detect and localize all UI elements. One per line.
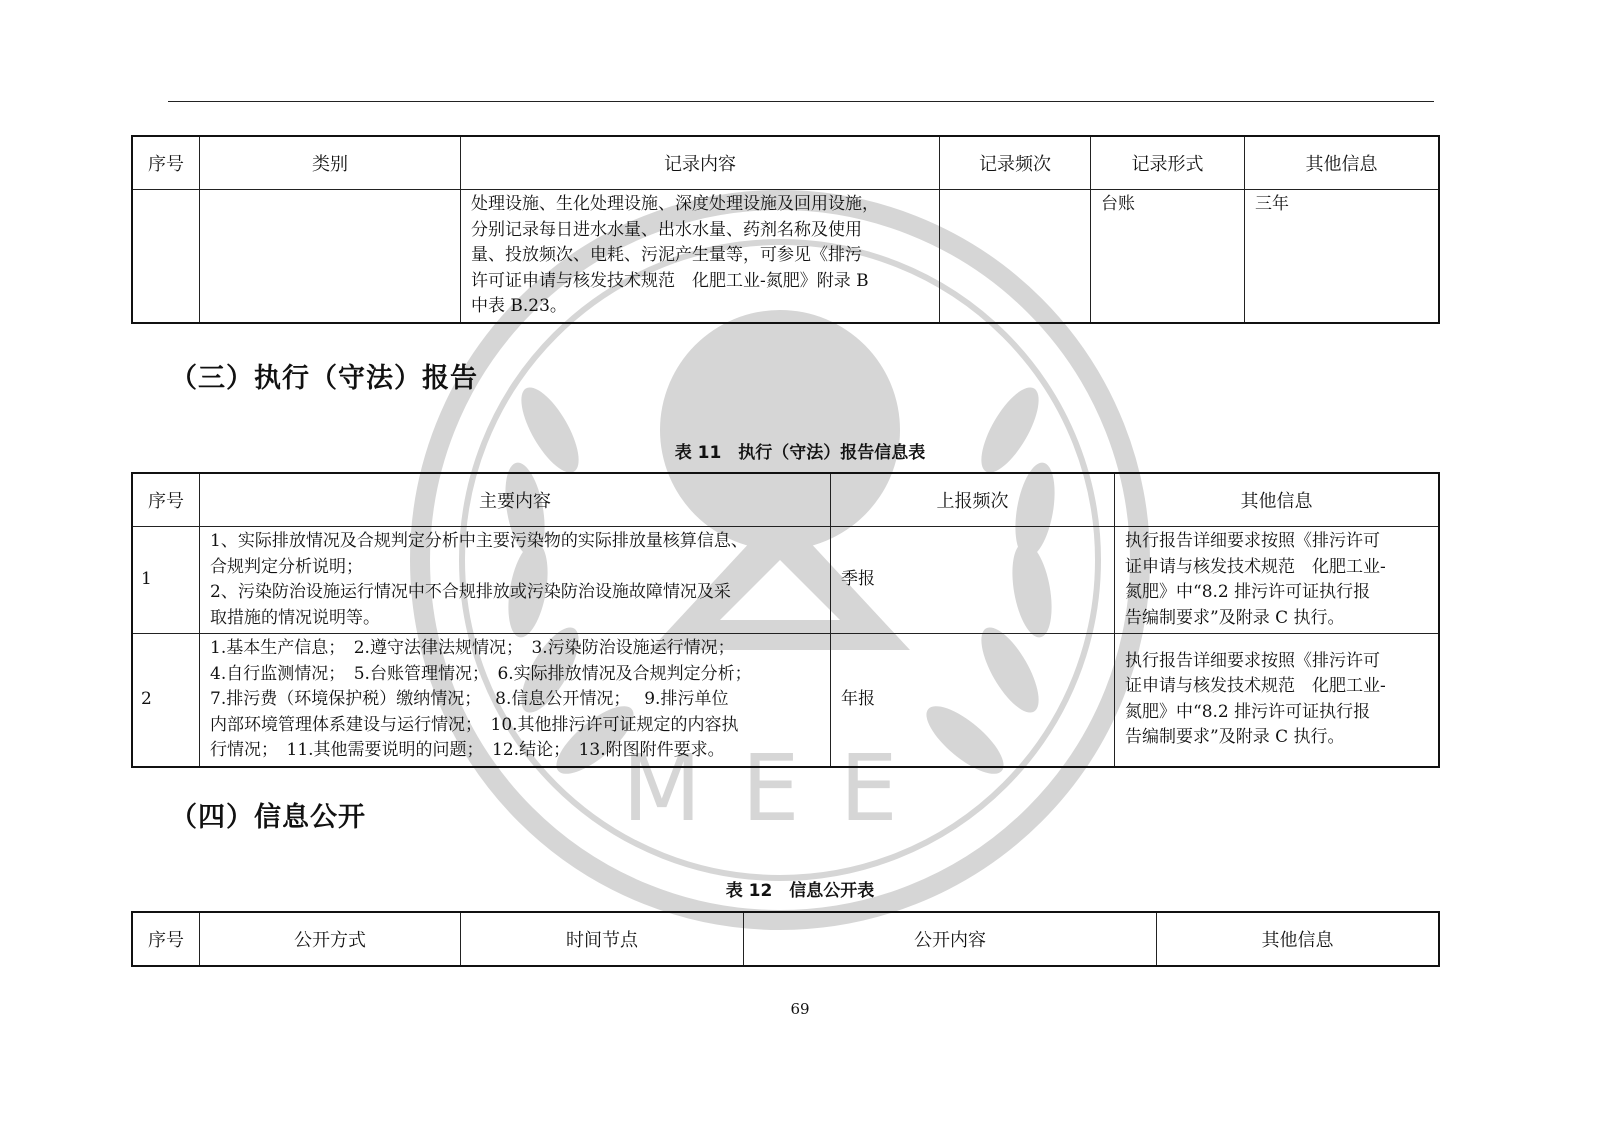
- other-line: 证申请与核发技术规范 化肥工业-: [1125, 676, 1386, 697]
- table-header-row: [133, 137, 1439, 190]
- col-header: 上报频次: [831, 474, 1115, 527]
- content-line: 1.基本生产信息； 2.遵守法律法规情况； 3.污染防治设施运行情况；: [210, 638, 735, 658]
- other-line: 执行报告详细要求按照《排污许可: [1125, 650, 1380, 671]
- col-header: 序号: [133, 474, 200, 527]
- content-line: 许可证申请与核发技术规范 化肥工业-氮肥》附录 B: [471, 270, 869, 291]
- content-line: 内部环境管理体系建设与运行情况； 10.其他排污许可证规定的内容执: [210, 714, 739, 735]
- content-line: 7.排污费（环境保护税）缴纳情况； 8.信息公开情况； 9.排污单位: [210, 689, 729, 709]
- table-11-caption: 表 11 执行（守法）报告信息表: [674, 443, 926, 463]
- row-index: 1: [133, 527, 200, 634]
- content-line: 1、实际排放情况及合规判定分析中主要污染物的实际排放量核算信息、: [210, 531, 748, 551]
- page-number: 69: [790, 1000, 810, 1018]
- other-line: 氮肥》中“8.2 排污许可证执行报: [1125, 701, 1371, 722]
- row-frequency: [940, 190, 1091, 323]
- content-line: 合规判定分析说明；: [210, 556, 363, 577]
- col-header: 记录内容: [461, 137, 940, 190]
- col-header: 记录频次: [940, 137, 1091, 190]
- record-table: [132, 136, 1439, 323]
- header-rule: [168, 101, 1434, 102]
- section-heading-3: （三）执行（守法）报告: [170, 363, 478, 394]
- content-line: 量、投放频次、电耗、污泥产生量等，可参见《排污: [471, 245, 862, 265]
- other-line: 执行报告详细要求按照《排污许可: [1125, 531, 1380, 551]
- table-row: [133, 527, 1439, 634]
- table-header-row: [133, 474, 1439, 527]
- row-index: 2: [133, 634, 200, 767]
- col-header: 时间节点: [461, 913, 744, 966]
- row-content: [200, 527, 831, 634]
- row-category: [200, 190, 461, 323]
- col-header: 其他信息: [1245, 137, 1439, 190]
- col-header: 类别: [200, 137, 461, 190]
- other-line: 告编制要求”及附录 C 执行。: [1125, 607, 1345, 628]
- content-line: 4.自行监测情况； 5.台账管理情况； 6.实际排放情况及合规判定分析；: [210, 663, 752, 684]
- other-line: 告编制要求”及附录 C 执行。: [1125, 727, 1345, 748]
- report-table: [132, 473, 1439, 767]
- other-line: 证申请与核发技术规范 化肥工业-: [1125, 556, 1386, 577]
- col-header: 序号: [133, 137, 200, 190]
- row-frequency: 季报: [831, 527, 1115, 634]
- col-header: 其他信息: [1157, 913, 1439, 966]
- row-content: [200, 634, 831, 767]
- table-header-row: [133, 913, 1439, 966]
- disclosure-table: [132, 912, 1439, 966]
- content-line: 分别记录每日进水水量、出水水量、药剂名称及使用: [471, 219, 862, 240]
- section-heading-4: （四）信息公开: [170, 802, 366, 833]
- content-line: 处理设施、生化处理设施、深度处理设施及回用设施，: [471, 194, 879, 214]
- col-header: 主要内容: [200, 474, 831, 527]
- row-frequency: 年报: [831, 634, 1115, 767]
- col-header: 其他信息: [1115, 474, 1439, 527]
- col-header: 序号: [133, 913, 200, 966]
- row-index: [133, 190, 200, 323]
- watermark-text: MEE: [622, 735, 938, 842]
- row-other: 三年: [1245, 190, 1439, 323]
- other-line: 氮肥》中“8.2 排污许可证执行报: [1125, 582, 1371, 602]
- content-line: 2、污染防治设施运行情况中不合规排放或污染防治设施故障情况及采: [210, 582, 731, 602]
- table-row: [133, 190, 1439, 323]
- content-line: 行情况； 11.其他需要说明的问题； 12.结论； 13.附图附件要求。: [210, 740, 725, 760]
- row-form: 台账: [1091, 190, 1245, 323]
- table-12-caption: 表 12 信息公开表: [725, 881, 875, 901]
- content-line: 中表 B.23。: [471, 296, 567, 316]
- row-other: [1115, 634, 1439, 767]
- content-line: 取措施的情况说明等。: [210, 607, 380, 628]
- col-header: 记录形式: [1091, 137, 1245, 190]
- col-header: 公开内容: [744, 913, 1157, 966]
- col-header: 公开方式: [200, 913, 461, 966]
- table-row: [133, 634, 1439, 767]
- row-other: [1115, 527, 1439, 634]
- row-content: [461, 190, 940, 323]
